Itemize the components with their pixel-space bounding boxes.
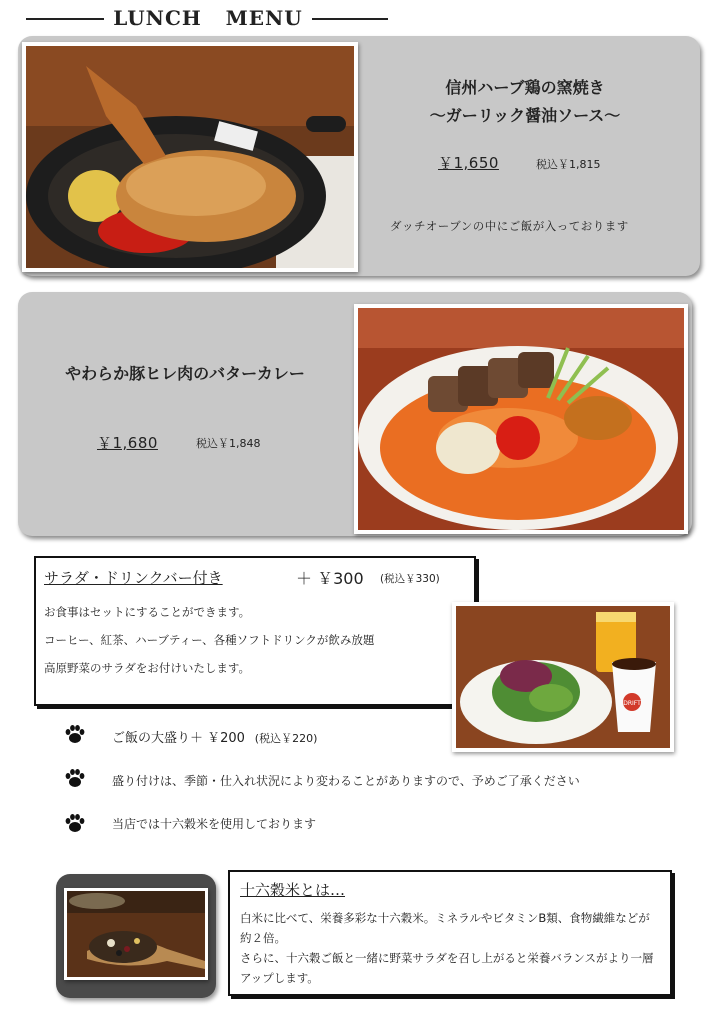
header-rule-left — [26, 18, 104, 20]
set-line: 高原野菜のサラダをお付けいたします。 — [44, 661, 250, 675]
header-rule-right — [312, 18, 388, 20]
bullet-serving-note: 盛り付けは、季節・仕入れ状況により変わることがありますので、予めご了承ください — [112, 774, 580, 788]
dish1-note: ダッチオーブンの中にご飯が入っております — [390, 219, 629, 233]
bullet-large-rice-tax: (税込￥220) — [254, 732, 318, 745]
curry-dish-photo — [354, 304, 688, 534]
salad-drink-photo — [452, 602, 674, 752]
dish1-price: ￥1,650 — [438, 154, 499, 172]
dish2-price-tax: 税込￥1,848 — [196, 437, 261, 450]
bullet-large-rice — [112, 727, 317, 746]
paw-icon — [64, 723, 86, 745]
set-price-tax: (税込￥330) — [380, 573, 440, 585]
page-title: LUNCH MENU — [113, 6, 303, 30]
set-title: サラダ・ドリンクバー付き — [44, 569, 223, 587]
grain-line: さらに、十六穀ご飯と一緒に野菜サラダを召し上がると栄養バランスがより一層アップします。 — [240, 951, 654, 985]
dish1-title — [380, 74, 670, 130]
grain-rice-photo — [64, 888, 208, 980]
set-price: ＋ ￥300 — [296, 569, 364, 588]
paw-icon — [64, 812, 86, 834]
bullet-grain-rice: 当店では十六穀米を使用しております — [112, 817, 317, 831]
dish1-title-line1: 信州ハーブ鶏の窯焼き — [445, 78, 605, 97]
dish1-price-tax: 税込￥1,815 — [536, 158, 601, 171]
grain-line: 白米に比べて、栄養多彩な十六穀米。ミネラルやビタミンB類、食物繊維などが約２倍。 — [240, 911, 650, 945]
grain-description — [240, 908, 660, 988]
dish1-title-line2: ～ガーリック醤油ソース～ — [429, 106, 621, 125]
cup-logo: DRIFT — [623, 700, 641, 707]
chicken-dish-photo — [22, 42, 358, 272]
paw-icon — [64, 767, 86, 789]
grain-title: 十六穀米とは… — [240, 881, 346, 899]
set-line: お食事はセットにすることができます。 — [44, 605, 251, 619]
dish2-title: やわらか豚ヒレ肉のバターカレー — [65, 364, 305, 383]
dish2-price: ￥1,680 — [97, 434, 158, 452]
bullet-large-rice-text: ご飯の大盛り＋ ￥200 — [112, 731, 245, 746]
set-description — [44, 598, 374, 682]
set-line: コーヒー、紅茶、ハーブティー、各種ソフトドリンクが飲み放題 — [44, 633, 375, 647]
